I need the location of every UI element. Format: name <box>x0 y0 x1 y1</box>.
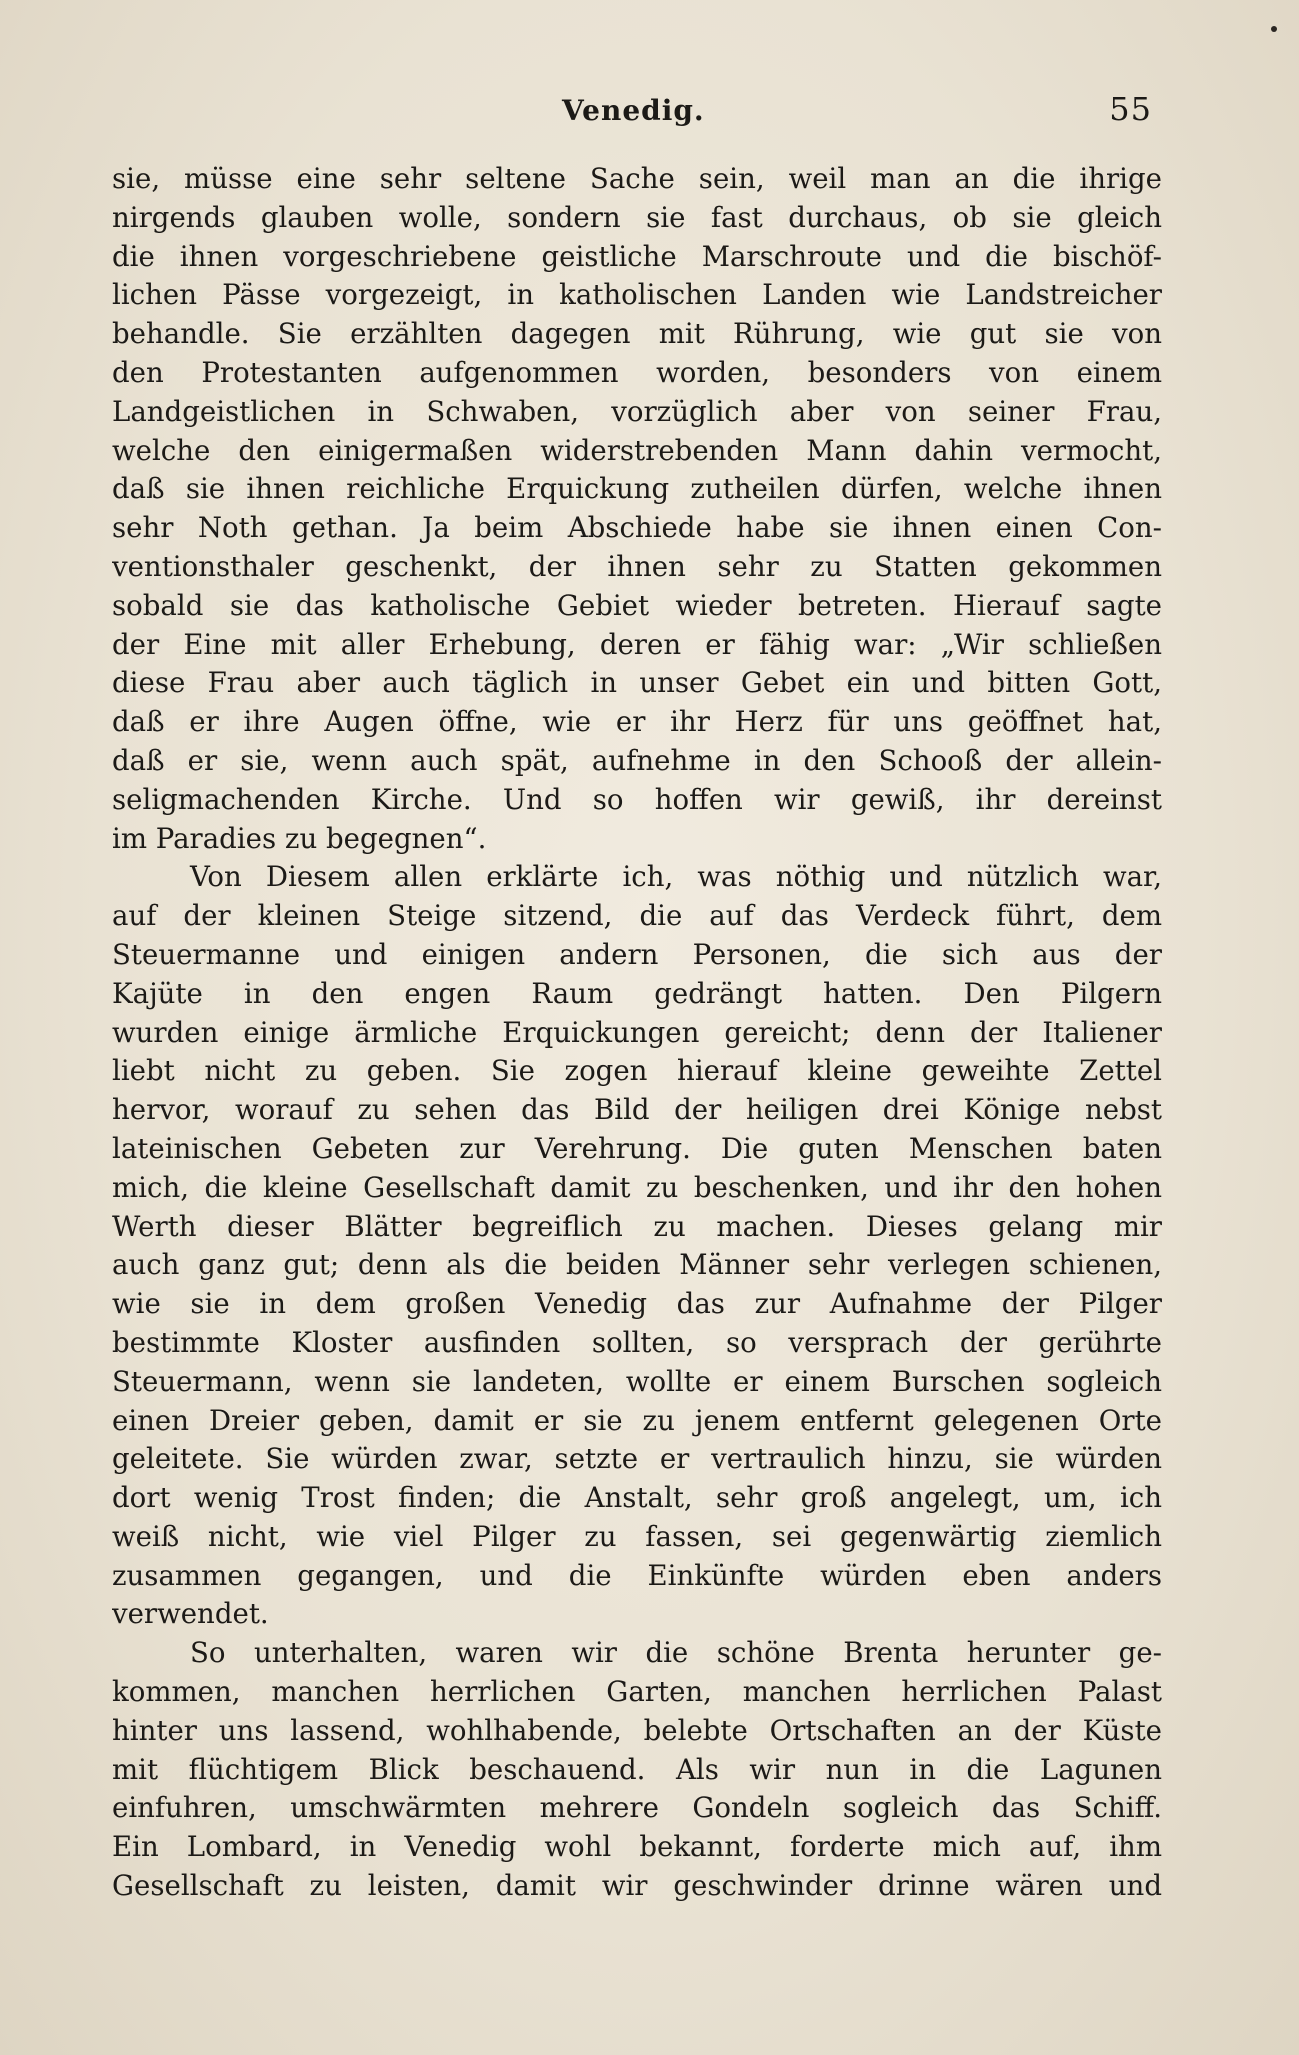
text-line: kommen, manchen herrlichen Garten, manchen herrlichen Palast <box>112 1675 1162 1709</box>
ink-speck <box>1271 26 1277 32</box>
text-line: liebt nicht zu geben. Sie zogen hierauf kleine geweihte Zettel <box>112 1054 1162 1088</box>
text-line: sobald sie das katholische Gebiet wieder betreten. Hierauf sagte <box>112 588 1162 622</box>
text-line: Werth dieser Blätter begreiflich zu machen. Dieses gelang mir <box>112 1209 1162 1243</box>
text-line: sehr Noth gethan. Ja beim Abschiede habe sie ihnen einen Con- <box>112 511 1162 545</box>
text-line: nirgends glauben wolle, sondern sie fast durchaus, ob sie gleich <box>112 200 1162 234</box>
text-line: welche den einigermaßen widerstrebenden Mann dahin vermocht, <box>112 433 1162 467</box>
text-line: Ein Lombard, in Venedig wohl bekannt, forderte mich auf, ihm <box>112 1830 1162 1864</box>
page-header <box>112 88 1152 136</box>
text-line: einfuhren, umschwärmten mehrere Gondeln sogleich das Schiff. <box>112 1791 1162 1825</box>
text-line: den Protestanten aufgenommen worden, besonders von einem <box>112 355 1162 389</box>
text-line: auch ganz gut; denn als die beiden Männer sehr verlegen schienen, <box>112 1248 1162 1282</box>
text-line: Steuermann, wenn sie landeten, wollte er einem Burschen sogleich <box>112 1364 1162 1398</box>
paragraph-start-line: So unterhalten, waren wir die schöne Brenta herunter ge- <box>190 1636 1162 1670</box>
text-line: behandle. Sie erzählten dagegen mit Rührung, wie gut sie von <box>112 317 1162 351</box>
text-line: Steuermanne und einigen andern Personen, die sich aus der <box>112 937 1162 971</box>
text-line: geleitete. Sie würden zwar, setzte er vertraulich hinzu, sie würden <box>112 1442 1162 1476</box>
text-line: auf der kleinen Steige sitzend, die auf das Verdeck führt, dem <box>112 899 1162 933</box>
text-line: sie, müsse eine sehr seltene Sache sein, weil man an die ihrige <box>112 162 1162 195</box>
text-line: zusammen gegangen, und die Einkünfte würden eben anders <box>112 1558 1162 1592</box>
paragraph-start-line: Von Diesem allen erklärte ich, was nöthig und nützlich war, <box>190 860 1162 894</box>
text-line: wie sie in dem großen Venedig das zur Aufnahme der Pilger <box>112 1287 1162 1321</box>
running-title: Venedig. <box>562 94 705 127</box>
paragraph-end-line: im Paradies zu begegnen“. <box>112 821 487 855</box>
body-text <box>112 160 1162 1906</box>
text-line: weiß nicht, wie viel Pilger zu fassen, sei gegenwärtig ziemlich <box>112 1519 1162 1553</box>
paragraph-end-line: verwendet. <box>112 1597 269 1631</box>
text-line: die ihnen vorgeschriebene geistliche Marschroute und die bischöf- <box>112 239 1162 273</box>
text-line: dort wenig Trost finden; die Anstalt, sehr groß angelegt, um, ich <box>112 1481 1162 1515</box>
text-line: wurden einige ärmliche Erquickungen gereicht; denn der Italiener <box>112 1015 1162 1049</box>
text-line: daß er sie, wenn auch spät, aufnehme in den Schooß der allein- <box>112 743 1162 777</box>
text-line: mit flüchtigem Blick beschauend. Als wir nun in die Lagunen <box>112 1752 1162 1786</box>
page-number: 55 <box>1109 90 1152 128</box>
text-line: einen Dreier geben, damit er sie zu jenem entfernt gelegenen Orte <box>112 1403 1162 1437</box>
text-line: ventionsthaler geschenkt, der ihnen sehr zu Statten gekommen <box>112 549 1162 583</box>
text-line: Landgeistlichen in Schwaben, vorzüglich aber von seiner Frau, <box>112 394 1162 428</box>
text-line: mich, die kleine Gesellschaft damit zu beschenken, und ihr den hohen <box>112 1170 1162 1204</box>
text-line: Gesellschaft zu leisten, damit wir geschwinder drinne wären und <box>112 1869 1162 1903</box>
text-line: Kajüte in den engen Raum gedrängt hatten. Den Pilgern <box>112 976 1162 1010</box>
text-line: hervor, worauf zu sehen das Bild der heiligen drei Könige nebst <box>112 1093 1162 1127</box>
text-line: seligmachenden Kirche. Und so hoffen wir gewiß, ihr dereinst <box>112 782 1162 816</box>
text-line: lateinischen Gebeten zur Verehrung. Die guten Menschen baten <box>112 1131 1162 1165</box>
text-line: hinter uns lassend, wohlhabende, belebte Ortschaften an der Küste <box>112 1713 1162 1747</box>
text-line: bestimmte Kloster ausfinden sollten, so versprach der gerührte <box>112 1325 1162 1359</box>
text-line: daß er ihre Augen öffne, wie er ihr Herz für uns geöffnet hat, <box>112 705 1162 739</box>
text-line: lichen Pässe vorgezeigt, in katholischen Landen wie Landstreicher <box>112 278 1162 312</box>
text-line: daß sie ihnen reichliche Erquickung zutheilen dürfen, welche ihnen <box>112 472 1162 506</box>
text-line: der Eine mit aller Erhebung, deren er fähig war: „Wir schließen <box>112 627 1162 661</box>
text-line: diese Frau aber auch täglich in unser Gebet ein und bitten Gott, <box>112 666 1162 700</box>
